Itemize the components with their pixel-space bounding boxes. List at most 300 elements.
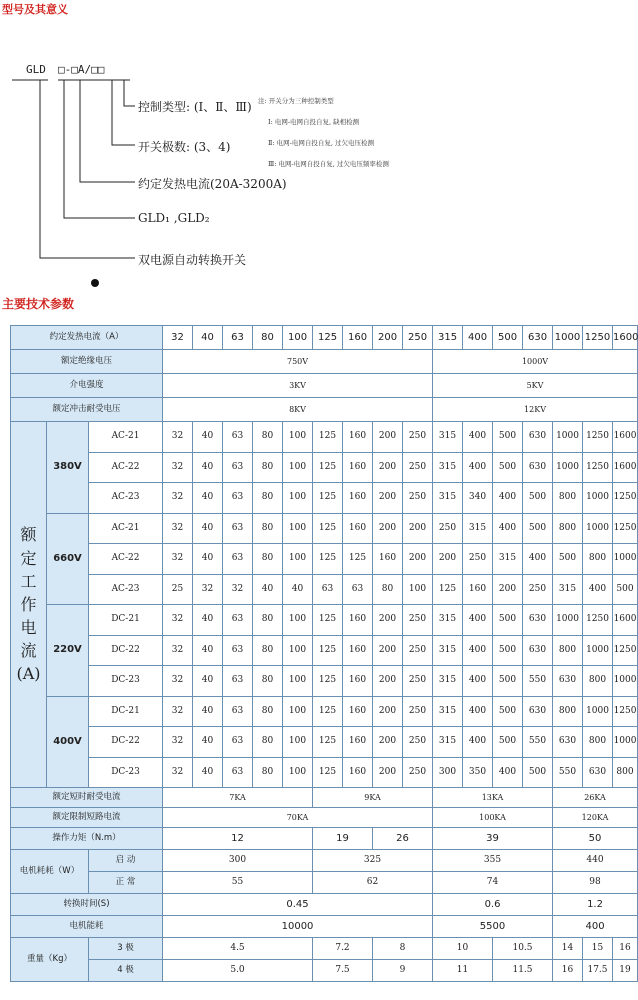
value-cell: 10000: [163, 916, 433, 938]
current-value: 32: [163, 666, 193, 697]
value-cell: 750V: [163, 350, 433, 374]
current-value: 32: [163, 635, 193, 666]
value-cell: 5KV: [433, 374, 638, 398]
voltage-label: 220V: [47, 605, 89, 697]
value-cell: 19: [613, 960, 638, 982]
current-value: 160: [343, 757, 373, 788]
current-value: 500: [493, 727, 523, 758]
value-cell: 325: [313, 850, 433, 872]
value-cell: 7.2: [313, 938, 373, 960]
label-rated-current: 约定发热电流(20A-3200A): [138, 177, 287, 191]
category-label: AC-22: [89, 544, 163, 575]
current-value: 250: [403, 635, 433, 666]
current-value: 125: [313, 483, 343, 514]
label-series: GLD₁ ,GLD₂: [138, 211, 210, 225]
category-label: DC-23: [89, 666, 163, 697]
table-row: [11, 788, 638, 808]
row-label: 额定冲击耐受电压: [11, 398, 163, 422]
value-cell: 100KA: [433, 808, 553, 828]
table-row: [11, 938, 638, 960]
current-value: 500: [493, 666, 523, 697]
current-value: 630: [523, 422, 553, 453]
current-value: 125: [313, 696, 343, 727]
current-value: 80: [253, 452, 283, 483]
current-value: 400: [463, 696, 493, 727]
current-value: 100: [283, 513, 313, 544]
current-value: 160: [343, 605, 373, 636]
bullet-dot: [91, 279, 99, 287]
current-value: 800: [553, 483, 583, 514]
current-value: 250: [403, 727, 433, 758]
row-label: 3 极: [89, 938, 163, 960]
current-value: 125: [313, 544, 343, 575]
value-cell: 19: [313, 828, 373, 850]
label-product-name: 双电源自动转换开关: [138, 253, 247, 267]
category-label: DC-21: [89, 696, 163, 727]
current-value: 125: [313, 666, 343, 697]
current-value: 63: [223, 757, 253, 788]
current-value: 40: [193, 757, 223, 788]
current-value: 32: [163, 696, 193, 727]
current-value: 1000: [553, 452, 583, 483]
row-label: 4 极: [89, 960, 163, 982]
value-cell: 12KV: [433, 398, 638, 422]
value-cell: 440: [553, 850, 638, 872]
row-label: 电机耗耗（W）: [11, 850, 89, 894]
section-title-model: 型号及其意义: [2, 3, 68, 16]
current-value: 40: [193, 696, 223, 727]
current-value: 800: [553, 696, 583, 727]
value-cell: 12: [163, 828, 313, 850]
current-value: 63: [223, 605, 253, 636]
current-value: 300: [433, 757, 463, 788]
current-value: 1250: [613, 635, 638, 666]
current-value: 315: [463, 513, 493, 544]
current-value: 40: [193, 544, 223, 575]
current-value: 630: [553, 666, 583, 697]
table-row: [11, 757, 638, 788]
current-value: 160: [343, 696, 373, 727]
current-value: 1600: [613, 422, 638, 453]
current-value: 250: [403, 605, 433, 636]
current-value: 200: [373, 666, 403, 697]
current-value: 25: [163, 574, 193, 605]
row-label: 额定限制短路电流: [11, 808, 163, 828]
current-value: 160: [343, 666, 373, 697]
current-value: 250: [403, 483, 433, 514]
value-cell: 62: [313, 872, 433, 894]
value-cell: 7.5: [313, 960, 373, 982]
current-value: 80: [373, 574, 403, 605]
table-row: [11, 916, 638, 938]
note-line: Ⅰ: 电网-电网自投自复, 缺相检测: [268, 118, 360, 126]
current-value: 200: [373, 696, 403, 727]
current-value: 100: [403, 574, 433, 605]
current-value: 1000: [583, 696, 613, 727]
table-row: [11, 828, 638, 850]
row-label: 介电强度: [11, 374, 163, 398]
current-value: 200: [493, 574, 523, 605]
current-value: 315: [433, 452, 463, 483]
row-label: 额定短时耐受电流: [11, 788, 163, 808]
current-value: 250: [403, 666, 433, 697]
current-value: 315: [553, 574, 583, 605]
value-cell: 400: [553, 916, 638, 938]
value-cell: 0.45: [163, 894, 433, 916]
value-cell: 7KA: [163, 788, 313, 808]
current-value: 160: [373, 544, 403, 575]
current-value: 63: [223, 452, 253, 483]
value-cell: 26: [373, 828, 433, 850]
table-row: [11, 398, 638, 422]
table-row: [11, 544, 638, 575]
category-label: DC-22: [89, 635, 163, 666]
current-value: 40: [193, 513, 223, 544]
current-value: 125: [313, 635, 343, 666]
current-value: 100: [283, 452, 313, 483]
current-value: 1250: [583, 452, 613, 483]
value-cell: 3KV: [163, 374, 433, 398]
current-value: 100: [283, 483, 313, 514]
table-row: [11, 727, 638, 758]
section-title-params: 主要技术参数: [2, 297, 75, 311]
current-value: 1000: [583, 483, 613, 514]
current-value: 315: [433, 666, 463, 697]
value-cell: 15: [583, 938, 613, 960]
current-value: 100: [283, 422, 313, 453]
rating-header: 32: [163, 326, 193, 350]
value-cell: 16: [553, 960, 583, 982]
table-row: [11, 326, 638, 350]
current-value: 250: [403, 422, 433, 453]
table-row: [11, 960, 638, 982]
current-value: 500: [493, 452, 523, 483]
current-value: 80: [253, 757, 283, 788]
table-row: [11, 666, 638, 697]
current-value: 160: [343, 452, 373, 483]
current-value: 1250: [583, 605, 613, 636]
current-value: 100: [283, 544, 313, 575]
row-label: 电机能耗: [11, 916, 163, 938]
current-value: 400: [463, 422, 493, 453]
value-cell: 9: [373, 960, 433, 982]
table-row: [11, 696, 638, 727]
current-value: 200: [373, 605, 403, 636]
current-value: 32: [163, 483, 193, 514]
current-value: 400: [463, 727, 493, 758]
current-value: 63: [223, 483, 253, 514]
current-value: 400: [463, 605, 493, 636]
table-row: [11, 422, 638, 453]
current-value: 630: [523, 452, 553, 483]
technical-parameters-table: [10, 325, 638, 982]
header-label: 约定发热电流（A）: [11, 326, 163, 350]
current-value: 400: [493, 513, 523, 544]
rating-header: 1600: [613, 326, 638, 350]
current-value: 630: [553, 727, 583, 758]
current-value: 315: [433, 422, 463, 453]
current-value: 1250: [613, 513, 638, 544]
value-cell: 11.5: [493, 960, 553, 982]
current-value: 400: [523, 544, 553, 575]
current-value: 800: [583, 666, 613, 697]
current-value: 100: [283, 635, 313, 666]
current-value: 1000: [553, 422, 583, 453]
current-value: 63: [223, 513, 253, 544]
label-pole-count: 开关极数: (3、4): [138, 140, 231, 154]
table-row: [11, 513, 638, 544]
rated-current-label: 额 定 工 作 电 流 (A): [11, 422, 47, 788]
current-value: 63: [313, 574, 343, 605]
current-value: 200: [373, 513, 403, 544]
current-value: 80: [253, 605, 283, 636]
model-prefix: GLD: [26, 63, 46, 76]
current-value: 1250: [583, 422, 613, 453]
current-value: 550: [553, 757, 583, 788]
model-diagram: [0, 0, 621, 300]
row-label: 额定绝缘电压: [11, 350, 163, 374]
current-value: 400: [493, 483, 523, 514]
row-label: 启 动: [89, 850, 163, 872]
current-value: 1000: [613, 544, 638, 575]
value-cell: 5.0: [163, 960, 313, 982]
model-code: □-□A/□□: [58, 63, 105, 76]
current-value: 315: [433, 483, 463, 514]
value-cell: 8: [373, 938, 433, 960]
value-cell: 8KV: [163, 398, 433, 422]
current-value: 630: [583, 757, 613, 788]
current-value: 125: [313, 757, 343, 788]
current-value: 63: [223, 544, 253, 575]
value-cell: 17.5: [583, 960, 613, 982]
voltage-label: 400V: [47, 696, 89, 788]
current-value: 250: [463, 544, 493, 575]
current-value: 63: [223, 635, 253, 666]
value-cell: 355: [433, 850, 553, 872]
current-value: 800: [553, 513, 583, 544]
value-cell: 50: [553, 828, 638, 850]
current-value: 250: [433, 513, 463, 544]
current-value: 80: [253, 635, 283, 666]
category-label: DC-21: [89, 605, 163, 636]
current-value: 125: [313, 605, 343, 636]
note-line: Ⅲ: 电网-电网自投自复, 过欠电压频率检测: [268, 160, 389, 168]
current-value: 250: [403, 696, 433, 727]
current-value: 80: [253, 696, 283, 727]
current-value: 1600: [613, 452, 638, 483]
table-row: [11, 894, 638, 916]
rating-header: 500: [493, 326, 523, 350]
value-cell: 70KA: [163, 808, 433, 828]
current-value: 1600: [613, 605, 638, 636]
current-value: 500: [493, 422, 523, 453]
current-value: 32: [163, 757, 193, 788]
current-value: 250: [403, 452, 433, 483]
current-value: 80: [253, 422, 283, 453]
current-value: 400: [583, 574, 613, 605]
current-value: 250: [523, 574, 553, 605]
current-value: 400: [463, 635, 493, 666]
label-control-type: 控制类型: (Ⅰ、Ⅱ、Ⅲ): [138, 100, 252, 114]
value-cell: 98: [553, 872, 638, 894]
value-cell: 9KA: [313, 788, 433, 808]
current-value: 40: [193, 635, 223, 666]
value-cell: 0.6: [433, 894, 553, 916]
current-value: 630: [523, 635, 553, 666]
current-value: 1250: [613, 483, 638, 514]
rating-header: 125: [313, 326, 343, 350]
current-value: 160: [343, 635, 373, 666]
current-value: 500: [493, 605, 523, 636]
current-value: 100: [283, 727, 313, 758]
current-value: 200: [373, 635, 403, 666]
rating-header: 200: [373, 326, 403, 350]
current-value: 40: [193, 727, 223, 758]
row-label: 转换时间(S): [11, 894, 163, 916]
current-value: 80: [253, 513, 283, 544]
rating-header: 1250: [583, 326, 613, 350]
table-row: [11, 374, 638, 398]
rating-header: 400: [463, 326, 493, 350]
current-value: 200: [373, 727, 403, 758]
current-value: 63: [223, 696, 253, 727]
table-row: [11, 872, 638, 894]
current-value: 400: [493, 757, 523, 788]
current-value: 500: [493, 696, 523, 727]
current-value: 125: [313, 513, 343, 544]
current-value: 500: [553, 544, 583, 575]
current-value: 63: [223, 422, 253, 453]
current-value: 1000: [583, 513, 613, 544]
value-cell: 4.5: [163, 938, 313, 960]
current-value: 800: [583, 727, 613, 758]
current-value: 125: [313, 452, 343, 483]
current-value: 80: [253, 483, 283, 514]
current-value: 200: [373, 452, 403, 483]
current-value: 32: [163, 452, 193, 483]
value-cell: 10.5: [493, 938, 553, 960]
category-label: AC-23: [89, 574, 163, 605]
value-cell: 13KA: [433, 788, 553, 808]
current-value: 100: [283, 696, 313, 727]
current-value: 200: [373, 757, 403, 788]
rating-header: 315: [433, 326, 463, 350]
row-label: 正 常: [89, 872, 163, 894]
table-row: [11, 850, 638, 872]
current-value: 40: [193, 452, 223, 483]
current-value: 32: [163, 605, 193, 636]
table-row: [11, 574, 638, 605]
category-label: DC-23: [89, 757, 163, 788]
note-line: Ⅱ: 电网-电网自投自复, 过欠电压检测: [268, 139, 375, 147]
current-value: 125: [433, 574, 463, 605]
current-value: 500: [523, 483, 553, 514]
value-cell: 11: [433, 960, 493, 982]
current-value: 63: [343, 574, 373, 605]
current-value: 250: [403, 757, 433, 788]
current-value: 32: [163, 513, 193, 544]
current-value: 350: [463, 757, 493, 788]
current-value: 315: [433, 727, 463, 758]
category-label: AC-23: [89, 483, 163, 514]
current-value: 100: [283, 757, 313, 788]
current-value: 550: [523, 666, 553, 697]
current-value: 125: [343, 544, 373, 575]
current-value: 80: [253, 544, 283, 575]
category-label: DC-22: [89, 727, 163, 758]
current-value: 1000: [583, 635, 613, 666]
current-value: 40: [193, 422, 223, 453]
current-value: 40: [193, 483, 223, 514]
value-cell: 1.2: [553, 894, 638, 916]
value-cell: 5500: [433, 916, 553, 938]
current-value: 160: [463, 574, 493, 605]
row-label: 重量（Kg）: [11, 938, 89, 982]
current-value: 340: [463, 483, 493, 514]
category-label: AC-21: [89, 422, 163, 453]
rating-header: 63: [223, 326, 253, 350]
current-value: 32: [163, 727, 193, 758]
current-value: 40: [193, 605, 223, 636]
table-row: [11, 808, 638, 828]
current-value: 315: [433, 605, 463, 636]
value-cell: 10: [433, 938, 493, 960]
current-value: 315: [433, 696, 463, 727]
current-value: 1250: [613, 696, 638, 727]
current-value: 125: [313, 727, 343, 758]
rating-header: 160: [343, 326, 373, 350]
rating-header: 100: [283, 326, 313, 350]
rating-header: 80: [253, 326, 283, 350]
value-cell: 39: [433, 828, 553, 850]
current-value: 200: [373, 483, 403, 514]
current-value: 160: [343, 483, 373, 514]
voltage-label: 660V: [47, 513, 89, 605]
current-value: 100: [283, 666, 313, 697]
current-value: 160: [343, 513, 373, 544]
current-value: 32: [223, 574, 253, 605]
current-value: 550: [523, 727, 553, 758]
rating-header: 1000: [553, 326, 583, 350]
voltage-label: 380V: [47, 422, 89, 514]
value-cell: 120KA: [553, 808, 638, 828]
current-value: 200: [403, 544, 433, 575]
rating-header: 40: [193, 326, 223, 350]
category-label: AC-21: [89, 513, 163, 544]
category-label: AC-22: [89, 452, 163, 483]
current-value: 800: [553, 635, 583, 666]
current-value: 200: [403, 513, 433, 544]
current-value: 1000: [553, 605, 583, 636]
current-value: 400: [463, 452, 493, 483]
value-cell: 55: [163, 872, 313, 894]
value-cell: 300: [163, 850, 313, 872]
current-value: 500: [523, 513, 553, 544]
current-value: 40: [253, 574, 283, 605]
current-value: 315: [433, 635, 463, 666]
row-label: 操作力矩（N.m）: [11, 828, 163, 850]
table-row: [11, 483, 638, 514]
current-value: 800: [613, 757, 638, 788]
current-value: 80: [253, 666, 283, 697]
value-cell: 74: [433, 872, 553, 894]
table-row: [11, 635, 638, 666]
value-cell: 26KA: [553, 788, 638, 808]
current-value: 800: [583, 544, 613, 575]
current-value: 630: [523, 696, 553, 727]
value-cell: 16: [613, 938, 638, 960]
current-value: 630: [523, 605, 553, 636]
